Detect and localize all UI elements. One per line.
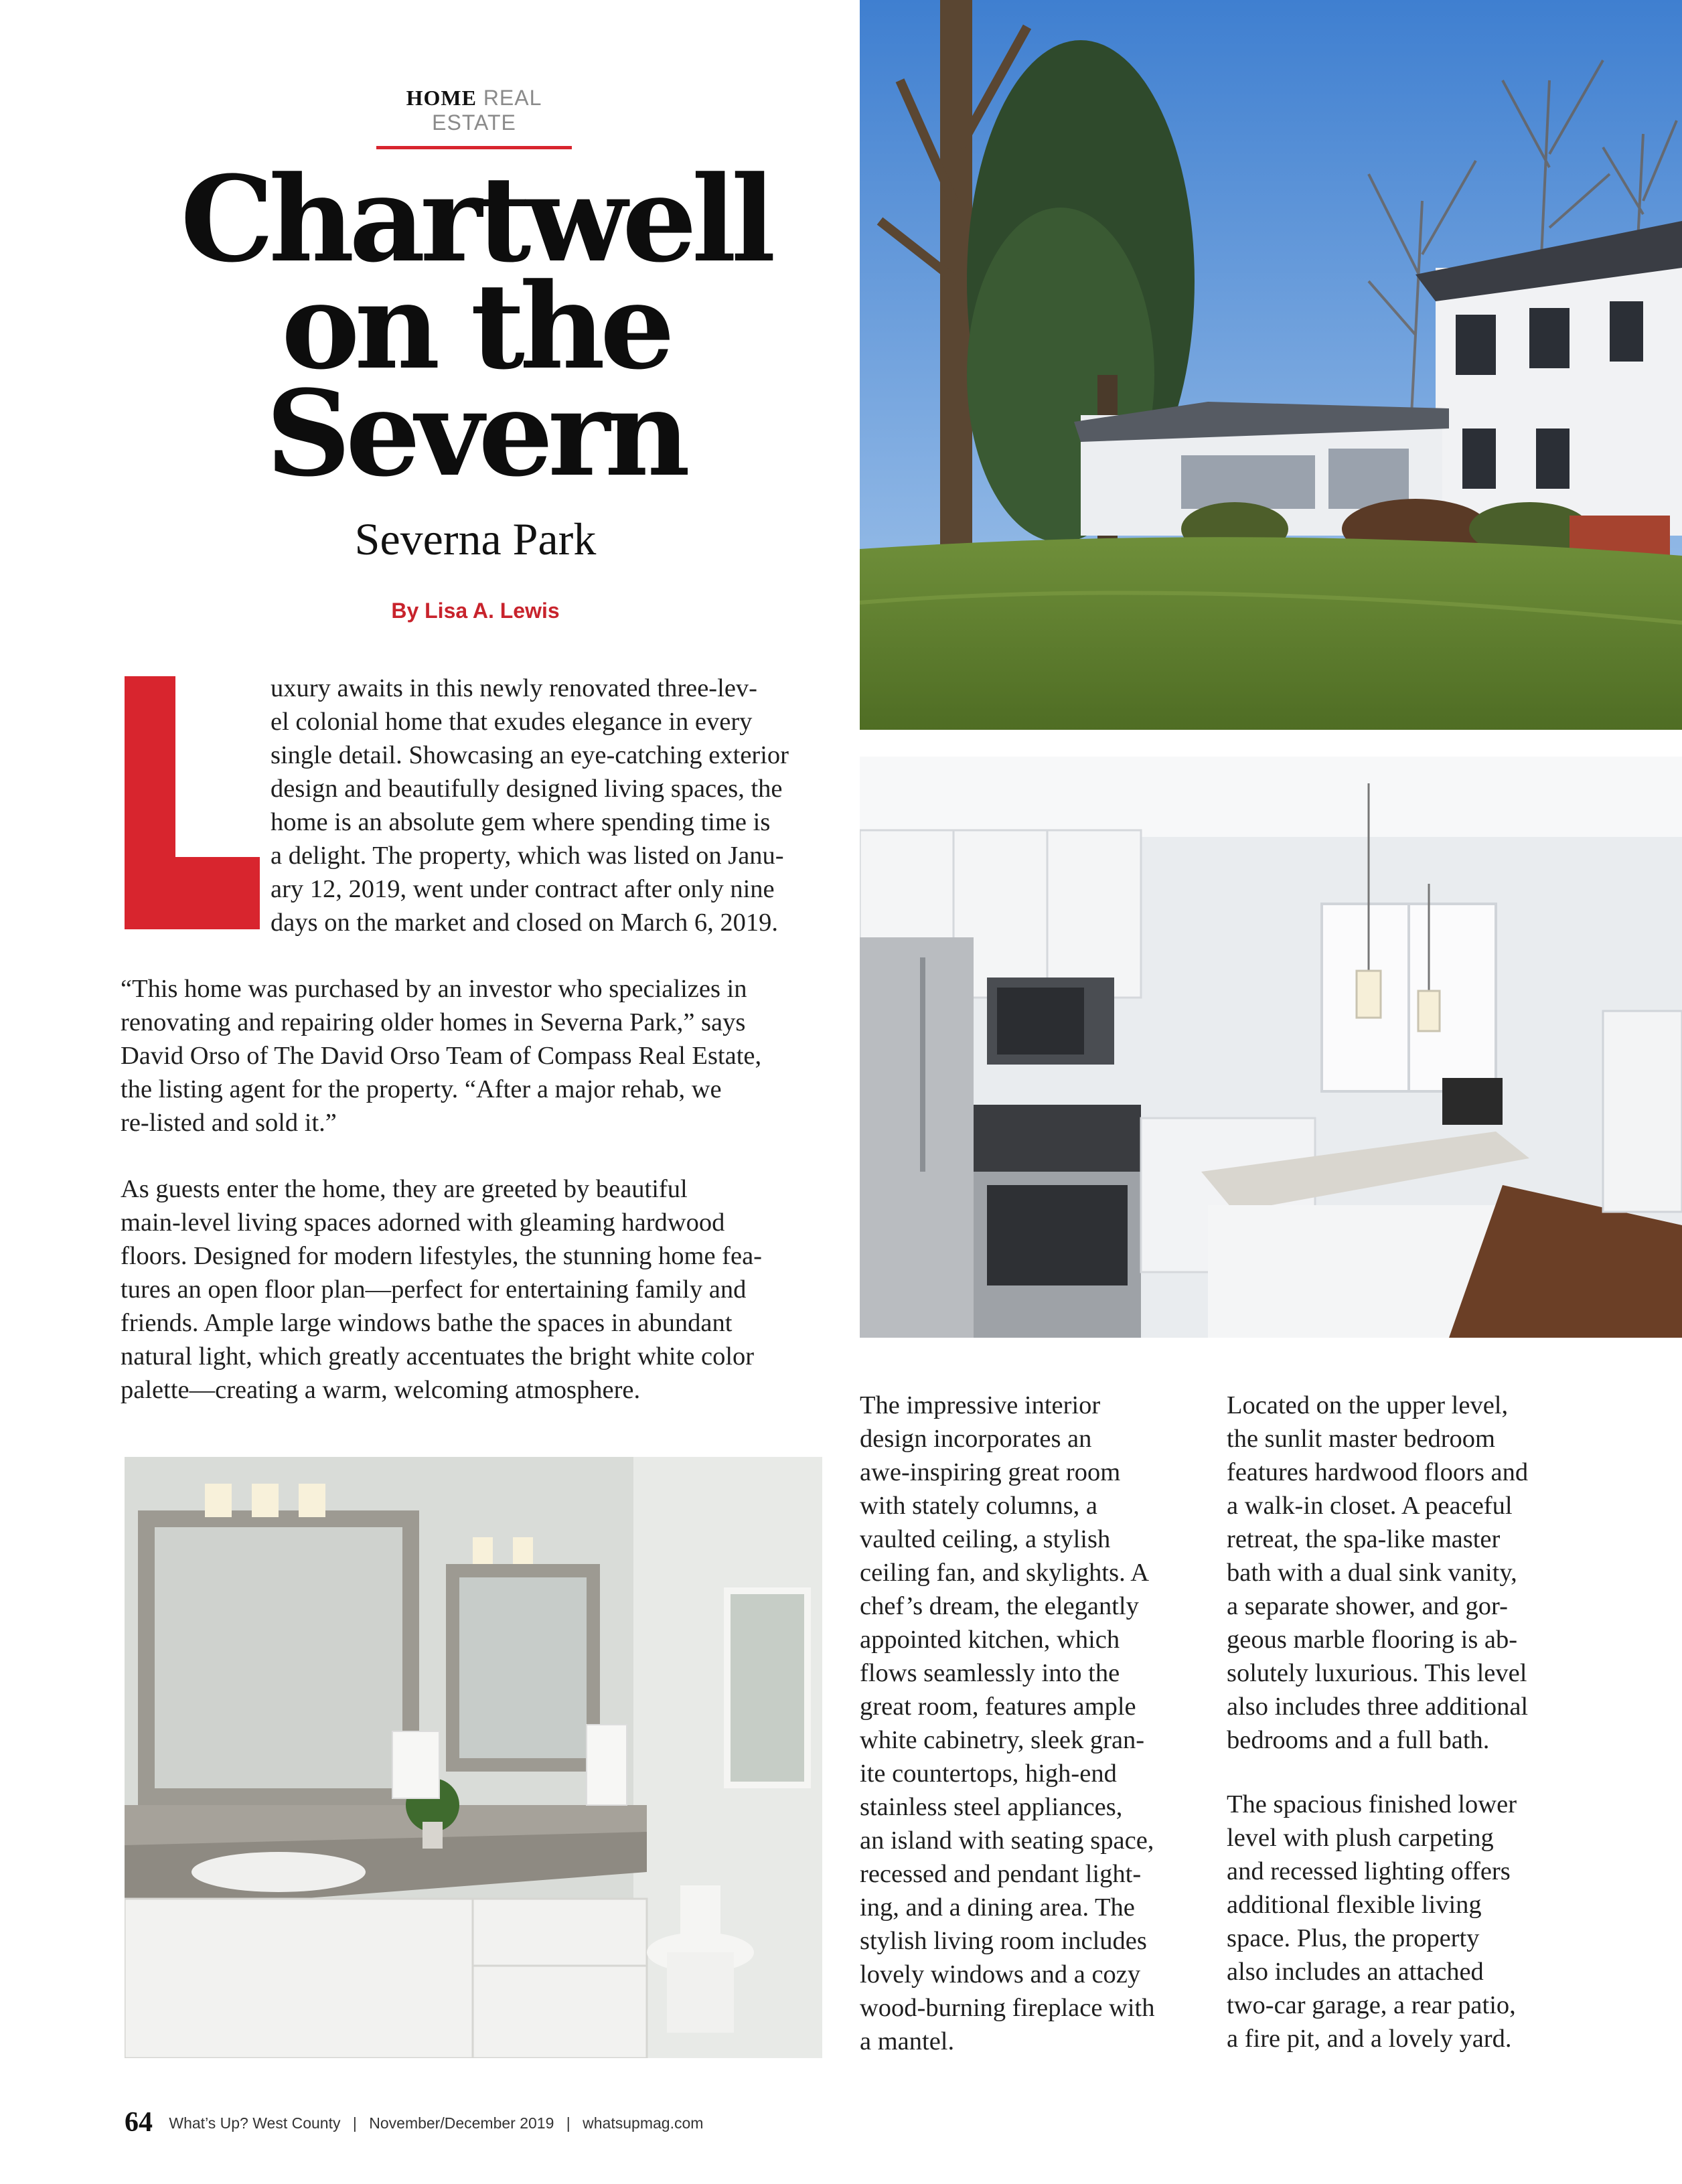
article-byline: By Lisa A. Lewis [391, 599, 560, 623]
text-line: home is an absolute gem where spending time is [271, 808, 771, 836]
text-line: friends. Ample large windows bathe the spaces in abundant [121, 1309, 733, 1337]
text-line: flows seamlessly into the [860, 1659, 1120, 1687]
text-line: tures an open floor plan—perfect for entertaining family and [121, 1275, 747, 1304]
paragraph-upper-level [1227, 1389, 1528, 1757]
text-line: a mantel. [860, 2027, 955, 2055]
publication-name: What’s Up? West County [169, 2114, 341, 2132]
text-line: a fire pit, and a lovely yard. [1227, 2025, 1512, 2053]
text-line: the sunlit master bedroom [1227, 1425, 1495, 1453]
text-line: a separate shower, and gor- [1227, 1592, 1508, 1620]
text-line: great room, features ample [860, 1693, 1136, 1721]
text-line: the listing agent for the property. “After a major rehab, we [121, 1075, 722, 1103]
section-tag [376, 86, 572, 149]
text-line: palette—creating a warm, welcoming atmosphere. [121, 1376, 641, 1404]
text-line: additional flexible living [1227, 1891, 1482, 1919]
text-line: awe-inspiring great room [860, 1458, 1121, 1486]
photo-kitchen [860, 757, 1682, 1338]
text-line: David Orso of The David Orso Team of Compass Real Estate, [121, 1042, 762, 1070]
section-tag-real-estate: REAL ESTATE [432, 86, 542, 135]
text-line: level with plush carpeting [1227, 1824, 1494, 1852]
text-line: re-listed and sold it.” [121, 1109, 337, 1137]
text-line: single detail. Showcasing an eye-catching exterior [271, 741, 789, 769]
text-line: main-level living spaces adorned with gleaming hardwood [121, 1208, 725, 1237]
text-line: Located on the upper level, [1227, 1391, 1509, 1419]
text-line: bedrooms and a full bath. [1227, 1726, 1490, 1754]
page-footer [125, 2106, 703, 2138]
paragraph-interior [860, 1389, 1154, 2058]
paragraph-lower-level [1227, 1788, 1517, 2055]
text-line: stylish living room includes [860, 1927, 1147, 1955]
text-line: days on the market and closed on March 6, 2019. [271, 909, 779, 937]
text-line: a delight. The property, which was listed on Janu- [271, 842, 784, 870]
text-line: also includes an attached [1227, 1958, 1484, 1986]
page-number: 64 [125, 2107, 153, 2138]
title-line: Severn [265, 364, 685, 503]
text-line: a walk-in closet. A peaceful [1227, 1492, 1513, 1520]
text-line: retreat, the spa-like master [1227, 1525, 1501, 1553]
text-line: ary 12, 2019, went under contract after only nine [271, 875, 775, 903]
text-line: renovating and repairing older homes in Severna Park,” says [121, 1008, 746, 1036]
text-line: appointed kitchen, which [860, 1626, 1120, 1654]
text-line: The spacious finished lower [1227, 1790, 1517, 1818]
text-line: with stately columns, a [860, 1492, 1097, 1520]
text-line: recessed and pendant light- [860, 1860, 1142, 1888]
text-line: features hardwood floors and [1227, 1458, 1529, 1486]
text-line: el colonial home that exudes elegance in every [271, 708, 753, 736]
text-line: floors. Designed for modern lifestyles, the stunning home fea- [121, 1242, 762, 1270]
text-line: vaulted ceiling, a stylish [860, 1525, 1111, 1553]
text-line: an island with seating space, [860, 1826, 1154, 1855]
text-line: also includes three additional [1227, 1693, 1529, 1721]
footer-separator: | [566, 2114, 570, 2132]
title-line: on the [281, 257, 670, 396]
article-title [121, 150, 830, 503]
text-line: white cabinetry, sleek gran- [860, 1726, 1145, 1754]
paragraph-quote [121, 972, 761, 1140]
photo-house-exterior [860, 0, 1682, 730]
section-tag-home: HOME [406, 86, 477, 110]
text-line: chef’s dream, the elegantly [860, 1592, 1139, 1620]
text-line: ceiling fan, and skylights. A [860, 1559, 1149, 1587]
text-line: lovely windows and a cozy [860, 1960, 1141, 1988]
text-line: solutely luxurious. This level [1227, 1659, 1527, 1687]
text-line: geous marble flooring is ab- [1227, 1626, 1518, 1654]
paragraph-intro [271, 672, 789, 939]
title-line: Chartwell [180, 150, 771, 289]
issue-date: November/December 2019 [369, 2114, 554, 2132]
photo-bathroom [125, 1457, 822, 2058]
text-line: ing, and a dining area. The [860, 1893, 1135, 1922]
text-line: The impressive interior [860, 1391, 1101, 1419]
drop-cap-letter [125, 676, 260, 929]
paragraph-main-level [121, 1172, 762, 1407]
text-line: “This home was purchased by an investor who specializes in [121, 975, 747, 1003]
text-line: space. Plus, the property [1227, 1924, 1480, 1952]
footer-separator: | [352, 2114, 357, 2132]
text-line: two-car garage, a rear patio, [1227, 1991, 1516, 2019]
text-line: stainless steel appliances, [860, 1793, 1123, 1821]
text-line: As guests enter the home, they are greeted by beautiful [121, 1175, 688, 1203]
text-line: bath with a dual sink vanity, [1227, 1559, 1517, 1587]
text-line: ite countertops, high-end [860, 1760, 1117, 1788]
text-line: and recessed lighting offers [1227, 1857, 1511, 1885]
text-line: design and beautifully designed living spaces, the [271, 775, 783, 803]
text-line: design incorporates an [860, 1425, 1092, 1453]
website-link[interactable]: whatsupmag.com [583, 2114, 704, 2132]
text-line: uxury awaits in this newly renovated three-lev- [271, 674, 757, 702]
text-line: wood-burning fireplace with [860, 1994, 1155, 2022]
text-line: natural light, which greatly accentuates the bright white color [121, 1342, 755, 1371]
article-subtitle: Severna Park [354, 514, 597, 564]
